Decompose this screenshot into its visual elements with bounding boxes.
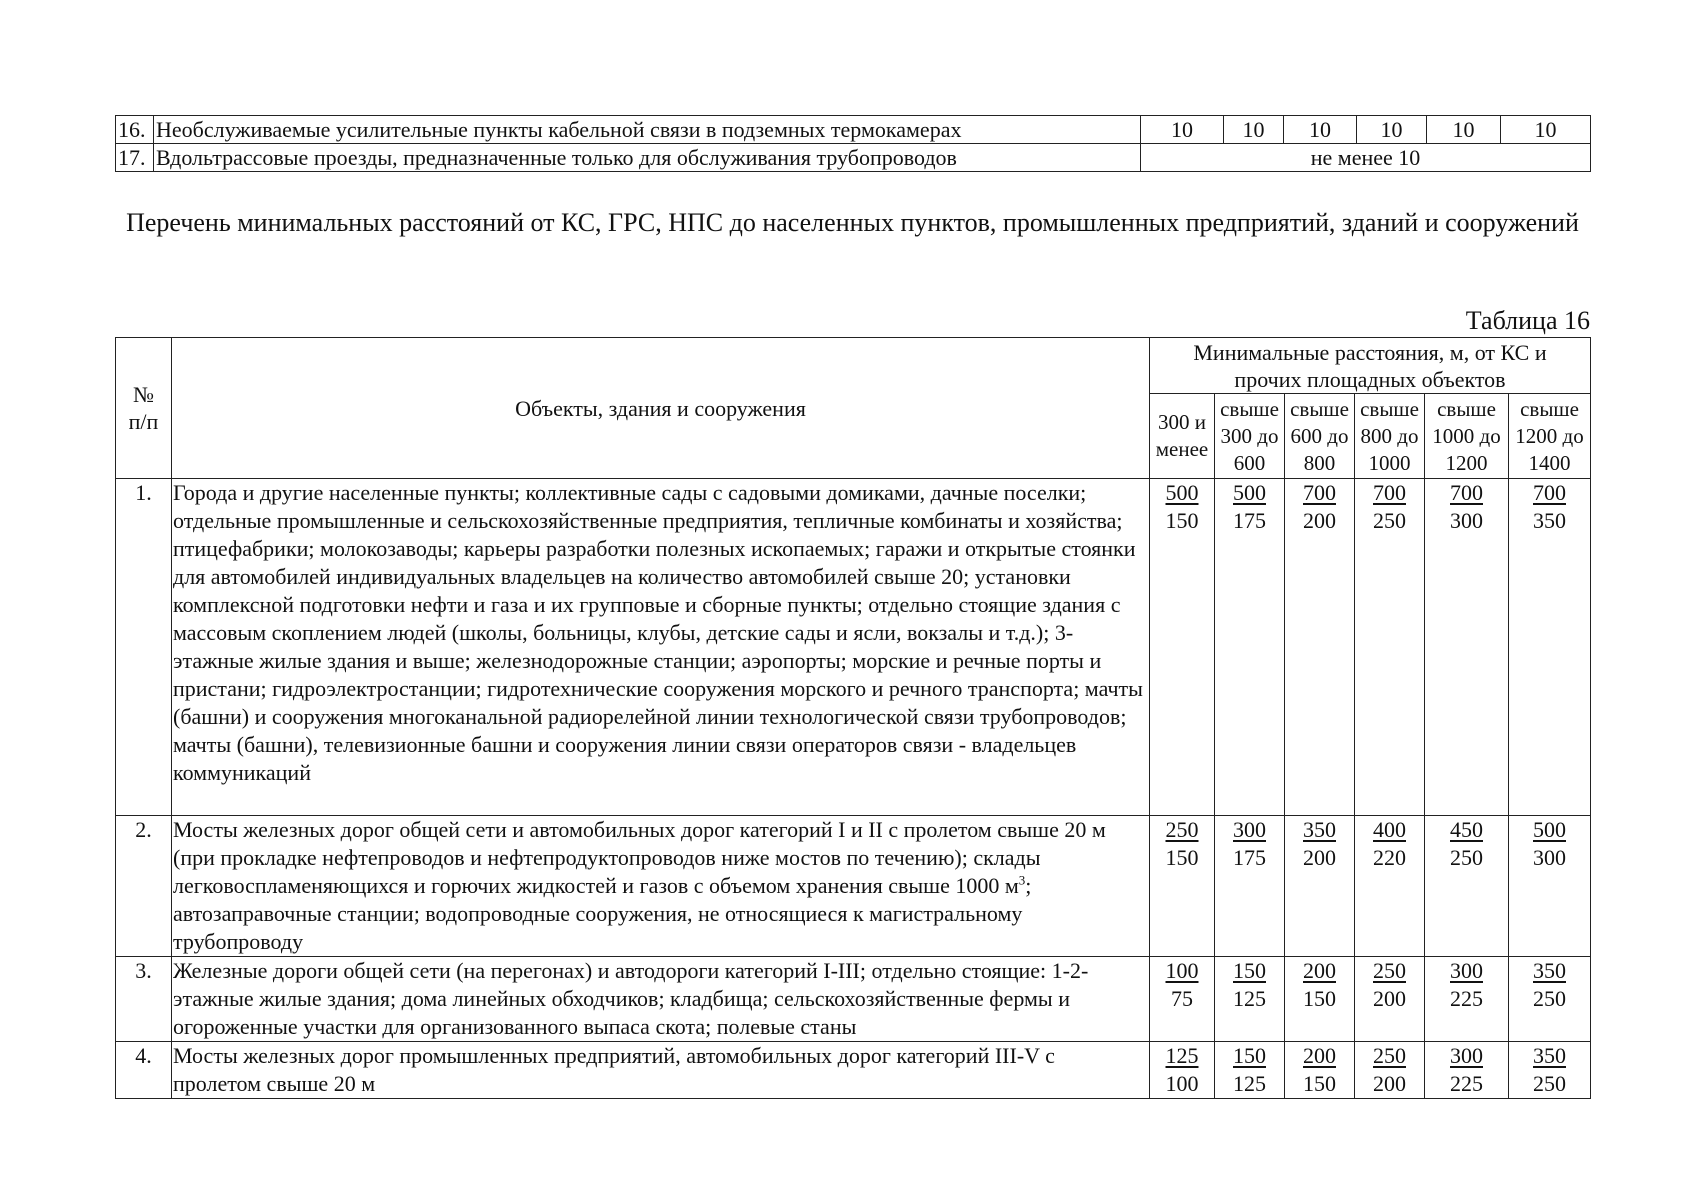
numerator: 450	[1450, 817, 1483, 842]
distance-fraction	[1450, 957, 1483, 1013]
denominator: 250	[1533, 1071, 1566, 1096]
value-cell: 10	[1427, 116, 1501, 144]
row-number: 16.	[116, 116, 154, 144]
value-cell: 10	[1224, 116, 1284, 144]
numerator: 700	[1303, 480, 1336, 505]
distance-fraction	[1166, 957, 1199, 1013]
continuation-table	[115, 115, 1591, 172]
row-description	[172, 816, 1150, 957]
denominator: 200	[1303, 845, 1336, 870]
numerator: 400	[1373, 817, 1406, 842]
numerator: 100	[1165, 958, 1199, 983]
numerator: 700	[1450, 480, 1483, 505]
value-cell	[1215, 479, 1285, 816]
header-column: свыше 600 до 800	[1285, 394, 1355, 479]
numerator: 500	[1533, 817, 1566, 842]
denominator: 300	[1533, 845, 1566, 870]
numerator: 200	[1303, 958, 1336, 983]
numerator: 500	[1165, 480, 1199, 505]
table-row	[116, 957, 1591, 1042]
row-name: Вдольтрассовые проезды, предназначенные только для обслуживания трубопроводов	[154, 144, 1141, 172]
numerator: 150	[1233, 1043, 1266, 1068]
header-column: свыше 1200 до 1400	[1509, 394, 1591, 479]
denominator: 200	[1373, 1071, 1406, 1096]
header-column: свыше 1000 до 1200	[1425, 394, 1509, 479]
header-column: свыше 800 до 1000	[1355, 394, 1425, 479]
distance-fraction	[1450, 479, 1483, 535]
denominator: 225	[1450, 1071, 1483, 1096]
numerator: 250	[1373, 958, 1406, 983]
numerator: 250	[1165, 817, 1199, 842]
value-cell	[1150, 816, 1215, 957]
denominator: 150	[1165, 845, 1199, 870]
distance-fraction	[1450, 816, 1483, 872]
numerator: 200	[1303, 1043, 1336, 1068]
distance-fraction	[1373, 816, 1406, 872]
header-distance-group: Минимальные расстояния, м, от КС и прочих площадных объектов	[1150, 338, 1591, 394]
distance-fraction	[1233, 479, 1266, 535]
numerator: 300	[1450, 1043, 1483, 1068]
value-cell	[1425, 816, 1509, 957]
value-cell	[1425, 479, 1509, 816]
value-cell	[1215, 1042, 1285, 1099]
distance-fraction	[1233, 957, 1266, 1013]
value-cell	[1355, 479, 1425, 816]
denominator: 200	[1373, 986, 1406, 1011]
denominator: 100	[1165, 1071, 1199, 1096]
value-cell	[1355, 816, 1425, 957]
denominator: 220	[1373, 845, 1406, 870]
numerator: 350	[1533, 1043, 1566, 1068]
value-cell	[1150, 1042, 1215, 1099]
denominator: 250	[1373, 508, 1406, 533]
denominator: 225	[1450, 986, 1483, 1011]
denominator: 150	[1165, 508, 1199, 533]
header-number-label: № п/п	[128, 382, 159, 434]
value-cell	[1509, 957, 1591, 1042]
value-cell	[1285, 479, 1355, 816]
value-cell	[1425, 957, 1509, 1042]
distance-fraction	[1166, 816, 1199, 872]
numerator: 350	[1303, 817, 1336, 842]
value-cell	[1355, 1042, 1425, 1099]
table-row	[116, 116, 1591, 144]
numerator: 300	[1233, 817, 1266, 842]
row-name: Необслуживаемые усилительные пункты кабельной связи в подземных термокамерах	[154, 116, 1141, 144]
value-cell	[1215, 816, 1285, 957]
value-cell	[1150, 479, 1215, 816]
value-cell: 10	[1357, 116, 1427, 144]
value-cell	[1509, 816, 1591, 957]
distance-fraction	[1303, 816, 1336, 872]
distance-fraction	[1166, 479, 1199, 535]
distance-fraction	[1233, 1042, 1266, 1098]
section-title: Перечень минимальных расстояний от КС, ГРС, НПС до населенных пунктов, промышленных предприятий, зданий и сооружений	[126, 208, 1579, 237]
row-number: 2.	[116, 816, 172, 957]
distance-fraction	[1533, 479, 1566, 535]
value-cell: 10	[1501, 116, 1591, 144]
denominator: 125	[1233, 986, 1266, 1011]
distance-fraction	[1533, 816, 1566, 872]
table-row	[116, 144, 1591, 172]
denominator: 350	[1533, 508, 1566, 533]
value-cell	[1150, 957, 1215, 1042]
row-number: 4.	[116, 1042, 172, 1099]
numerator: 700	[1373, 480, 1406, 505]
row-description-text: Мосты железных дорог общей сети и автомобильных дорог категорий I и II с пролетом свыше 20 м (при прокладке нефтепроводов и нефтепродуктопроводов ниже мостов по течению); склады легковоспламеняющихся и горючих жидкостей и газов с объемом хранения свыше 1000 м	[173, 817, 1106, 898]
row-number: 17.	[116, 144, 154, 172]
distance-fraction	[1303, 1042, 1336, 1098]
value-cell	[1509, 479, 1591, 816]
denominator: 150	[1303, 1071, 1336, 1096]
denominator: 75	[1171, 986, 1193, 1011]
numerator: 250	[1373, 1043, 1406, 1068]
distance-fraction	[1533, 957, 1566, 1013]
numerator: 700	[1533, 480, 1566, 505]
distances-table	[115, 337, 1591, 1099]
distance-fraction	[1303, 957, 1336, 1013]
value-cell: 10	[1284, 116, 1357, 144]
row-description-text: ; автозаправочные станции; водопроводные сооружения, не относящиеся к магистральному трубопроводу	[173, 873, 1032, 954]
distance-fraction	[1303, 479, 1336, 535]
value-cell	[1425, 1042, 1509, 1099]
superscript: 3	[1018, 872, 1026, 888]
value-cell	[1285, 816, 1355, 957]
value-cell: 10	[1141, 116, 1224, 144]
value-cell	[1215, 957, 1285, 1042]
denominator: 250	[1450, 845, 1483, 870]
row-description: Железные дороги общей сети (на перегонах) и автодороги категорий I-III; отдельно стоящие: 1-2-этажные жилые здания; дома линейных обходчиков; кладбища; сельскохозяйственные фермы и огороженные участки для организованного выпаса скота; полевые станы	[172, 957, 1150, 1042]
row-number: 3.	[116, 957, 172, 1042]
distance-fraction	[1373, 1042, 1406, 1098]
denominator: 300	[1450, 508, 1483, 533]
numerator: 125	[1165, 1043, 1199, 1068]
header-number	[116, 338, 172, 479]
header-column: 300 и менее	[1150, 394, 1215, 479]
header-row	[116, 338, 1591, 394]
distance-fraction	[1166, 1042, 1199, 1098]
distance-fraction	[1373, 479, 1406, 535]
numerator: 350	[1533, 958, 1566, 983]
row-description: Города и другие населенные пункты; коллективные сады с садовыми домиками, дачные поселки; отдельные промышленные и сельскохозяйственные предприятия, тепличные комбинаты и хозяйства; птицефабрики; молокозаводы; карьеры разработки полезных ископаемых; гаражи и открытые стоянки для автомобилей индивидуальных владельцев на количество автомобилей свыше 20; установки комплексной подготовки нефти и газа и их групповые и сборные пункты; отдельно стоящие здания с массовым скоплением людей (школы, больницы, клубы, детские сады и ясли, вокзалы и т.д.); 3-этажные жилые здания и выше; железнодорожные станции; аэропорты; морские и речные порты и пристани; гидроэлектростанции; гидротехнические сооружения морского и речного транспорта; мачты (башни) и сооружения многоканальной радиорелейной линии технологической связи трубопроводов; мачты (башни), телевизионные башни и сооружения линии связи операторов связи - владельцев коммуникаций	[172, 479, 1150, 816]
denominator: 125	[1233, 1071, 1266, 1096]
table-row	[116, 1042, 1591, 1099]
numerator: 500	[1233, 480, 1266, 505]
header-objects: Объекты, здания и сооружения	[172, 338, 1150, 479]
numerator: 300	[1450, 958, 1483, 983]
header-column: свыше 300 до 600	[1215, 394, 1285, 479]
table-label: Таблица 16	[1465, 306, 1590, 335]
distance-fraction	[1373, 957, 1406, 1013]
merged-value-cell: не менее 10	[1141, 144, 1591, 172]
denominator: 175	[1233, 508, 1266, 533]
denominator: 150	[1303, 986, 1336, 1011]
distance-fraction	[1233, 816, 1266, 872]
row-description: Мосты железных дорог промышленных предприятий, автомобильных дорог категорий III-V с пролетом свыше 20 м	[172, 1042, 1150, 1099]
table-row	[116, 479, 1591, 816]
value-cell	[1509, 1042, 1591, 1099]
table-row	[116, 816, 1591, 957]
denominator: 250	[1533, 986, 1566, 1011]
value-cell	[1285, 957, 1355, 1042]
numerator: 150	[1233, 958, 1266, 983]
row-number: 1.	[116, 479, 172, 816]
distance-fraction	[1450, 1042, 1483, 1098]
denominator: 200	[1303, 508, 1336, 533]
denominator: 175	[1233, 845, 1266, 870]
distance-fraction	[1533, 1042, 1566, 1098]
value-cell	[1285, 1042, 1355, 1099]
value-cell	[1355, 957, 1425, 1042]
